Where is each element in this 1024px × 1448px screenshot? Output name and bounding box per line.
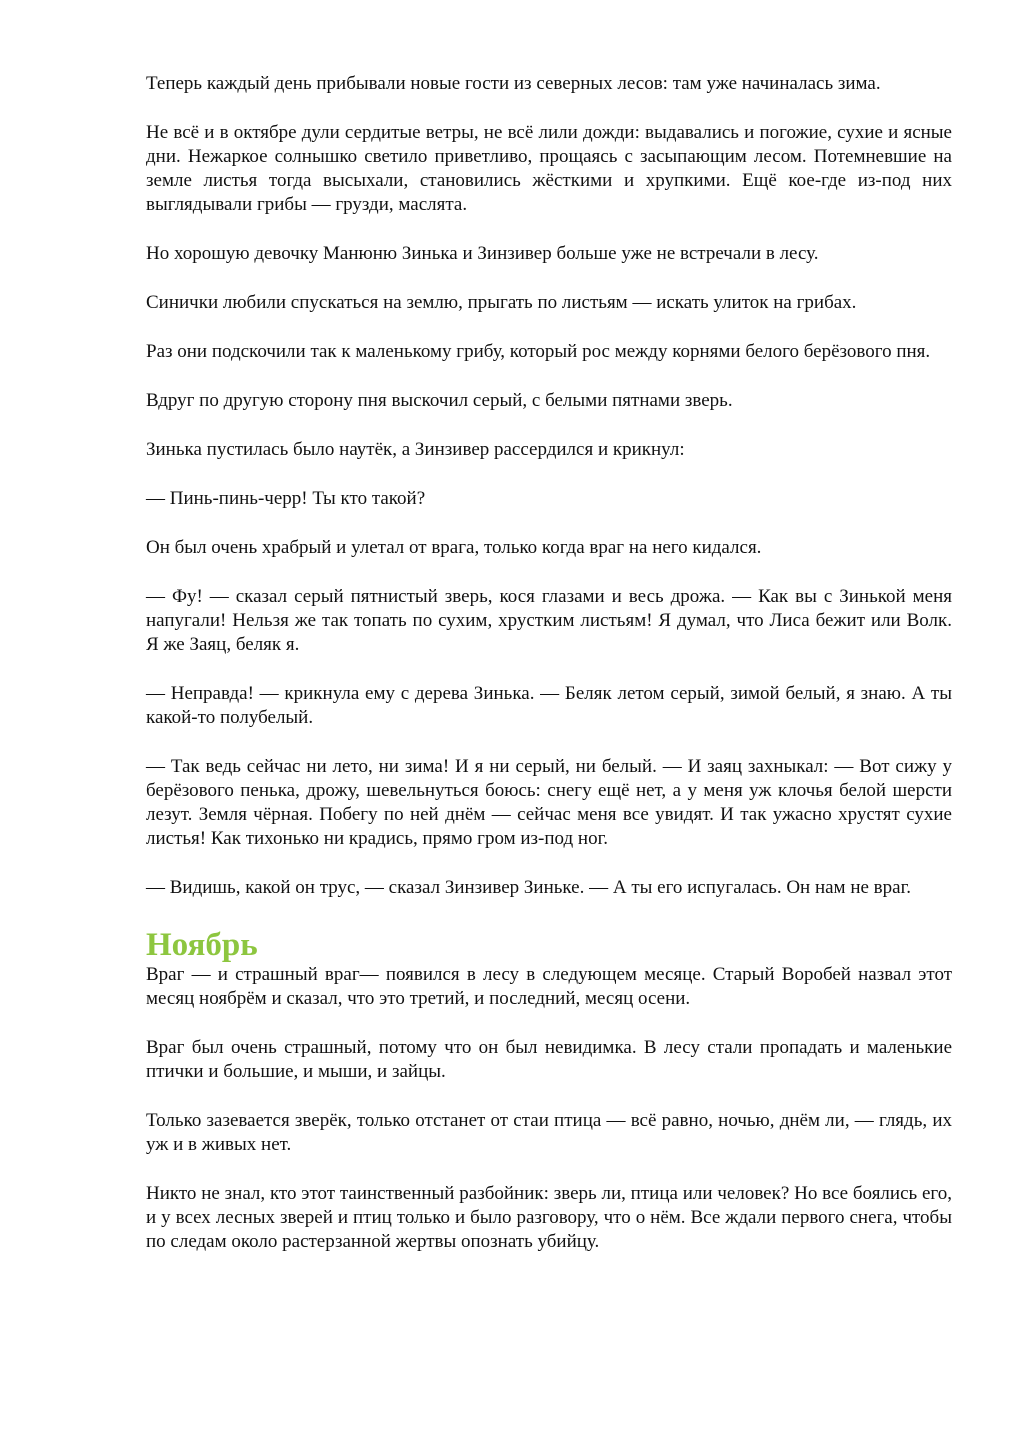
october-section	[146, 72, 952, 900]
november-section	[146, 914, 952, 1254]
paragraph: Не всё и в октябре дули сердитые ветры, не всё лили дожди: выдавались и погожие, сухие и ясные дни. Нежаркое солнышко светило приветливо, прощаясь с засыпающим лесом. Потемневшие на земле листья тогда высыхали, становились жёсткими и хрупкими. Ещё кое-где из-под них выглядывали грибы — грузди, маслята.	[146, 122, 952, 215]
paragraph: — Видишь, какой он трус, — сказал Зинзивер Зиньке. — А ты его испугалась. Он нам не враг.	[146, 877, 911, 898]
paragraph: — Пинь-пинь-черр! Ты кто такой?	[146, 488, 426, 509]
paragraph: Враг был очень страшный, потому что он был невидимка. В лесу стали пропадать и маленькие птички и большие, и мыши, и зайцы.	[146, 1037, 952, 1082]
document-page	[146, 72, 952, 1279]
section-heading-november: Ноябрь	[146, 927, 258, 963]
paragraph: Никто не знал, кто этот таинственный разбойник: зверь ли, птица или человек? Но все боялись его, и у всех лесных зверей и птиц только и было разговору, что о нём. Все ждали первого снега, чтобы по следам около растерзанной жертвы опознать убийцу.	[146, 1183, 952, 1252]
paragraph: Раз они подскочили так к маленькому грибу, который рос между корнями белого берёзового пня.	[146, 341, 931, 362]
paragraph: — Неправда! — крикнула ему с дерева Зинька. — Беляк летом серый, зимой белый, я знаю. А ты какой-то полубелый.	[146, 683, 952, 728]
paragraph: — Фу! — сказал серый пятнистый зверь, кося глазами и весь дрожа. — Как вы с Зинькой меня напугали! Нельзя же так топать по сухим, хрустким листьям! Я думал, что Лиса бежит или Волк. Я же Заяц, беляк я.	[146, 586, 952, 655]
paragraph: Вдруг по другую сторону пня выскочил серый, с белыми пятнами зверь.	[146, 390, 733, 411]
paragraph: Теперь каждый день прибывали новые гости из северных лесов: там уже начиналась зима.	[146, 73, 881, 94]
paragraph: — Так ведь сейчас ни лето, ни зима! И я ни серый, ни белый. — И заяц захныкал: — Вот сижу у берёзового пенька, дрожу, шевельнуться боюсь: снегу ещё нет, а у меня уж клочья белой шерсти лезут. Земля чёрная. Побегу по ней днём — сейчас меня все увидят. И так ужасно хрустят сухие листья! Как тихонько ни крадись, прямо гром из-под ног.	[146, 756, 952, 849]
paragraph: Но хорошую девочку Манюню Зинька и Зинзивер больше уже не встречали в лесу.	[146, 243, 819, 264]
paragraph: Только зазевается зверёк, только отстанет от стаи птица — всё равно, ночью, днём ли, — глядь, их уж и в живых нет.	[146, 1110, 952, 1155]
paragraph: Зинька пустилась было наутёк, а Зинзивер рассердился и крикнул:	[146, 439, 685, 460]
paragraph: Он был очень храбрый и улетал от врага, только когда враг на него кидался.	[146, 537, 762, 558]
paragraph: Враг — и страшный враг— появился в лесу в следующем месяце. Старый Воробей назвал этот месяц ноябрём и сказал, что это третий, и последний, месяц осени.	[146, 964, 952, 1009]
paragraph: Синички любили спускаться на землю, прыгать по листьям — искать улиток на грибах.	[146, 292, 857, 313]
